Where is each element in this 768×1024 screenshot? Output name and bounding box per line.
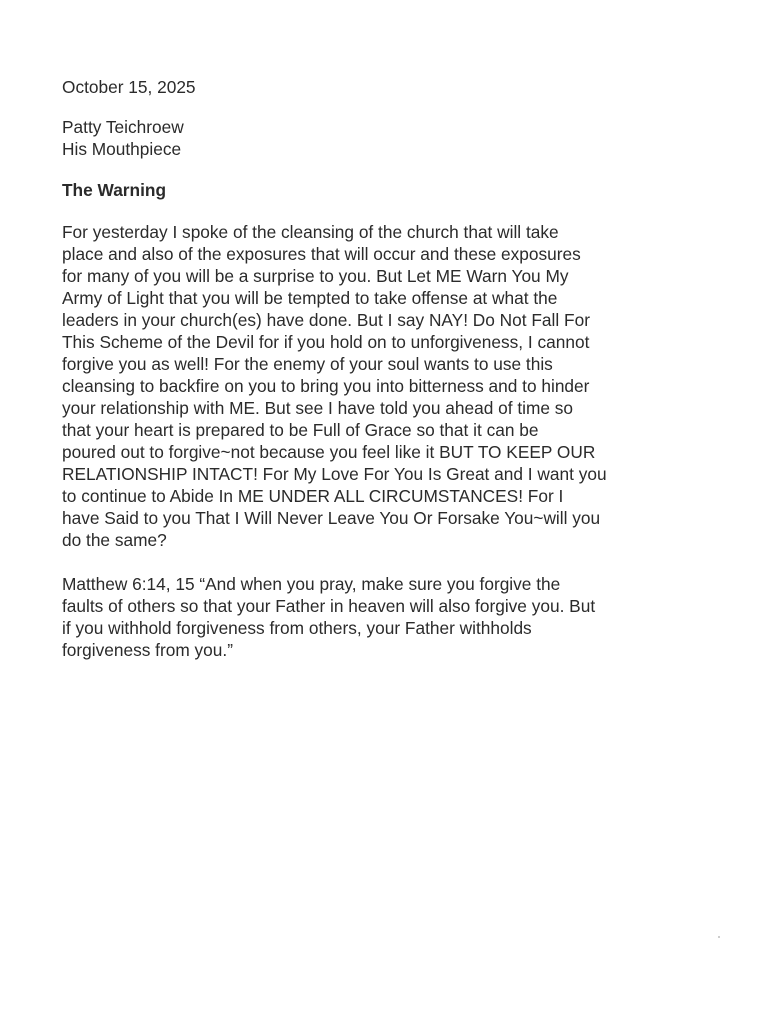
- body-line: For yesterday I spoke of the cleansing of the church that will take: [62, 222, 559, 242]
- letter-date: October 15, 2025: [62, 77, 196, 97]
- body-line: for many of you will be a surprise to you. But Let ME Warn You My: [62, 266, 569, 286]
- letter-title: The Warning: [62, 180, 166, 200]
- body-line: do the same?: [62, 530, 167, 550]
- letter-author-role: His Mouthpiece: [62, 139, 182, 159]
- body-line: that your heart is prepared to be Full of Grace so that it can be: [62, 420, 539, 440]
- message-body: [62, 221, 722, 551]
- body-line: place and also of the exposures that will occur and these exposures: [62, 244, 581, 264]
- body-line: your relationship with ME. But see I have told you ahead of time so: [62, 398, 574, 418]
- body-line: cleansing to backfire on you to bring you into bitterness and to hinder: [62, 376, 590, 396]
- letter-author: Patty Teichroew: [62, 117, 184, 137]
- body-line: to continue to Abide In ME UNDER ALL CIRCUMSTANCES! For I: [62, 486, 564, 506]
- body-line: have Said to you That I Will Never Leave You Or Forsake You~will you: [62, 508, 601, 528]
- scripture-line: Matthew 6:14, 15 “And when you pray, make sure you forgive the: [62, 574, 561, 594]
- scripture-line: faults of others so that your Father in heaven will also forgive you. But: [62, 596, 596, 616]
- body-line: leaders in your church(es) have done. But I say NAY! Do Not Fall For: [62, 310, 590, 330]
- letter-page: [62, 76, 722, 661]
- body-line: poured out to forgive~not because you feel like it BUT TO KEEP OUR: [62, 442, 596, 462]
- scripture-line: if you withhold forgiveness from others, your Father withholds: [62, 618, 532, 638]
- body-line: Army of Light that you will be tempted to take offense at what the: [62, 288, 558, 308]
- scripture-quote: [62, 573, 722, 661]
- scripture-line: forgiveness from you.”: [62, 640, 233, 660]
- body-line: This Scheme of the Devil for if you hold on to unforgiveness, I cannot: [62, 332, 590, 352]
- scan-speck: [718, 936, 720, 938]
- body-line: forgive you as well! For the enemy of your soul wants to use this: [62, 354, 553, 374]
- body-line: RELATIONSHIP INTACT! For My Love For You Is Great and I want you: [62, 464, 607, 484]
